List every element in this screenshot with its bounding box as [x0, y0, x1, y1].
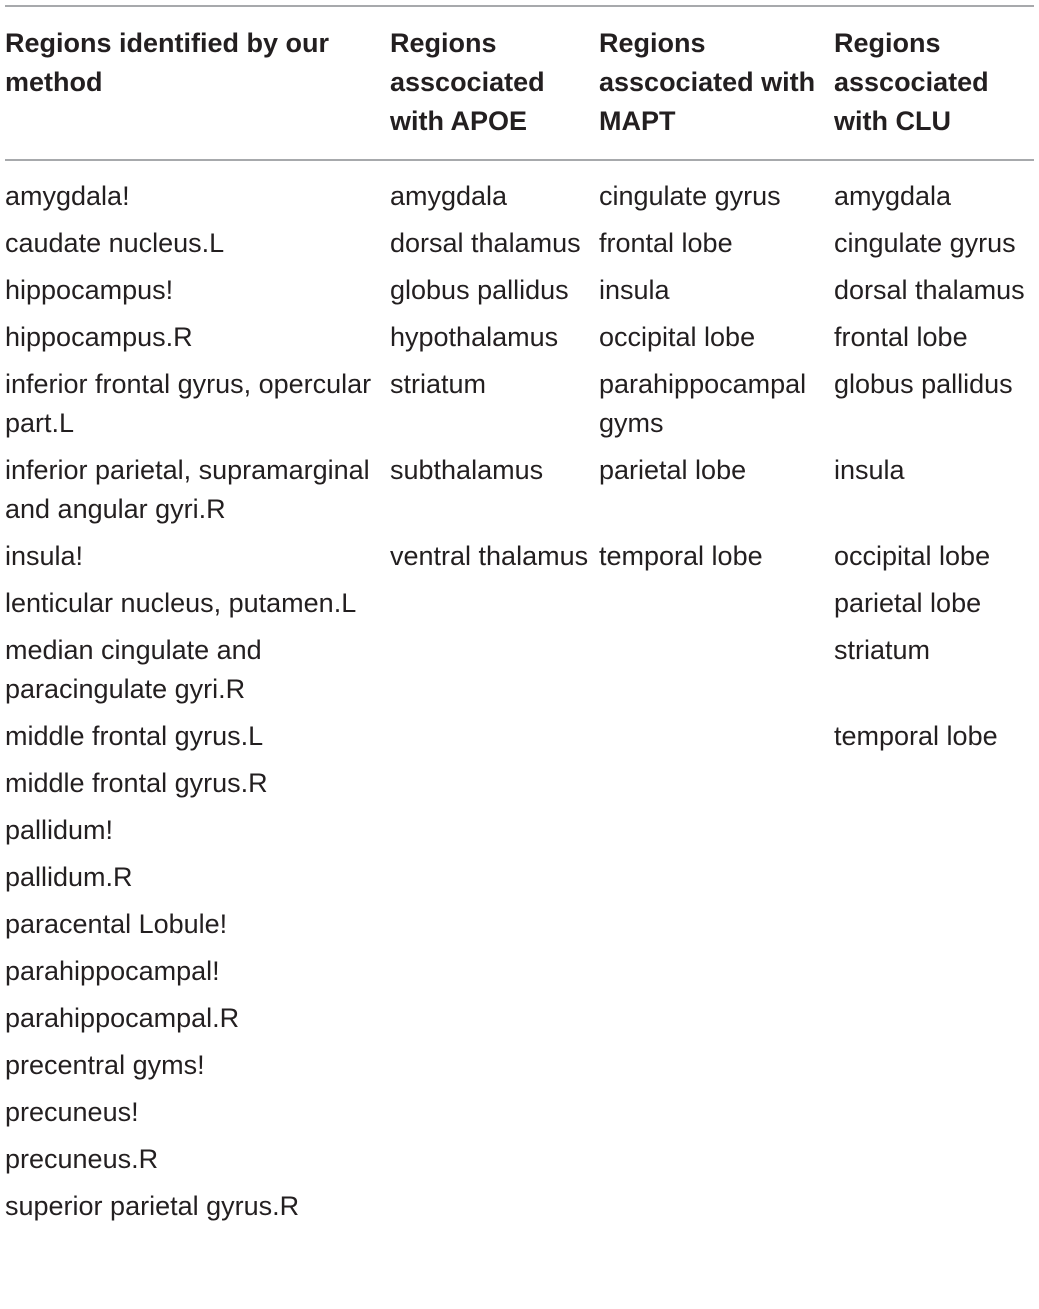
cell-mapt	[599, 1140, 834, 1187]
cell-apoe: amygdala	[390, 181, 508, 211]
table-row	[5, 160, 1034, 224]
table-row	[5, 271, 1034, 318]
cell-apoe	[390, 1140, 599, 1187]
table-row	[5, 584, 1034, 631]
cell-apoe	[390, 584, 599, 631]
table-row	[5, 1046, 1034, 1093]
cell-our-method: pallidum!	[5, 815, 114, 845]
cell-our-method: paracental Lobule!	[5, 909, 228, 939]
cell-our-method: lenticular nucleus, putamen.L	[5, 588, 357, 618]
cell-mapt: occipital lobe	[599, 322, 756, 352]
table-row	[5, 764, 1034, 811]
cell-clu	[834, 1140, 1034, 1187]
cell-clu	[834, 1093, 1034, 1140]
cell-our-method: hippocampus.R	[5, 322, 193, 352]
cell-our-method: inferior frontal gyrus, opercular part.L	[5, 369, 372, 438]
cell-clu	[834, 858, 1034, 905]
table-row	[5, 905, 1034, 952]
header-our-method: Regions identified by our method	[5, 28, 330, 97]
table-row	[5, 1140, 1034, 1187]
cell-clu	[834, 905, 1034, 952]
cell-clu: frontal lobe	[834, 322, 968, 352]
table-row	[5, 952, 1034, 999]
cell-clu	[834, 952, 1034, 999]
cell-our-method: pallidum.R	[5, 862, 133, 892]
table-row	[5, 451, 1034, 537]
cell-mapt: frontal lobe	[599, 228, 733, 258]
cell-clu: parietal lobe	[834, 588, 982, 618]
cell-apoe	[390, 952, 599, 999]
cell-our-method: precentral gyms!	[5, 1050, 205, 1080]
regions-table-container	[5, 5, 1034, 1234]
cell-mapt	[599, 631, 834, 717]
cell-our-method: middle frontal gyrus.L	[5, 721, 264, 751]
cell-clu: amygdala	[834, 181, 952, 211]
cell-our-method: amygdala!	[5, 181, 130, 211]
cell-clu	[834, 1046, 1034, 1093]
cell-mapt	[599, 811, 834, 858]
table-row	[5, 717, 1034, 764]
table-row	[5, 858, 1034, 905]
cell-our-method: median cingulate and paracingulate gyri.R	[5, 635, 262, 704]
cell-mapt: parahippocampal gyms	[599, 369, 807, 438]
cell-clu: cingulate gyrus	[834, 228, 1016, 258]
cell-our-method: hippocampus!	[5, 275, 174, 305]
cell-apoe	[390, 811, 599, 858]
cell-clu	[834, 811, 1034, 858]
cell-apoe: subthalamus	[390, 455, 544, 485]
cell-our-method: precuneus!	[5, 1097, 139, 1127]
cell-clu: insula	[834, 455, 905, 485]
cell-clu: striatum	[834, 635, 931, 665]
cell-clu: occipital lobe	[834, 541, 991, 571]
cell-clu: globus pallidus	[834, 369, 1013, 399]
cell-apoe: ventral thalamus	[390, 541, 589, 571]
cell-apoe	[390, 999, 599, 1046]
cell-mapt	[599, 764, 834, 811]
cell-mapt: temporal lobe	[599, 541, 763, 571]
cell-apoe	[390, 905, 599, 952]
cell-our-method: parahippocampal!	[5, 956, 220, 986]
table-row	[5, 1187, 1034, 1234]
cell-apoe: hypothalamus	[390, 322, 559, 352]
cell-apoe	[390, 858, 599, 905]
header-clu: Regions asscociated with CLU	[834, 28, 989, 136]
cell-our-method: middle frontal gyrus.R	[5, 768, 268, 798]
cell-apoe: striatum	[390, 369, 487, 399]
cell-apoe	[390, 1187, 599, 1234]
cell-mapt: cingulate gyrus	[599, 181, 781, 211]
cell-mapt	[599, 1093, 834, 1140]
cell-our-method: insula!	[5, 541, 84, 571]
table-row	[5, 631, 1034, 717]
cell-apoe	[390, 717, 599, 764]
table-body	[5, 160, 1034, 1234]
cell-clu	[834, 999, 1034, 1046]
table-row	[5, 224, 1034, 271]
cell-mapt: parietal lobe	[599, 455, 747, 485]
header-mapt: Regions asscociated with MAPT	[599, 28, 816, 136]
header-apoe: Regions asscociated with APOE	[390, 28, 545, 136]
table-row	[5, 365, 1034, 451]
cell-our-method: parahippocampal.R	[5, 1003, 240, 1033]
cell-apoe	[390, 764, 599, 811]
table-row	[5, 537, 1034, 584]
cell-mapt	[599, 717, 834, 764]
cell-mapt	[599, 858, 834, 905]
cell-mapt	[599, 952, 834, 999]
cell-clu	[834, 764, 1034, 811]
cell-our-method: caudate nucleus.L	[5, 228, 225, 258]
cell-mapt: insula	[599, 275, 670, 305]
cell-clu: dorsal thalamus	[834, 275, 1025, 305]
cell-clu: temporal lobe	[834, 721, 998, 751]
cell-clu	[834, 1187, 1034, 1234]
table-row	[5, 999, 1034, 1046]
cell-our-method: inferior parietal, supramarginal and angular gyri.R	[5, 455, 370, 524]
cell-our-method: precuneus.R	[5, 1144, 159, 1174]
table-row	[5, 811, 1034, 858]
regions-table	[5, 5, 1034, 1234]
cell-mapt	[599, 1046, 834, 1093]
cell-mapt	[599, 584, 834, 631]
cell-mapt	[599, 999, 834, 1046]
cell-apoe	[390, 1046, 599, 1093]
table-row	[5, 318, 1034, 365]
cell-apoe	[390, 1093, 599, 1140]
cell-mapt	[599, 905, 834, 952]
cell-mapt	[599, 1187, 834, 1234]
cell-apoe: globus pallidus	[390, 275, 569, 305]
header-row	[5, 6, 1034, 160]
cell-apoe: dorsal thalamus	[390, 228, 581, 258]
table-row	[5, 1093, 1034, 1140]
cell-apoe	[390, 631, 599, 717]
table-header	[5, 6, 1034, 160]
cell-our-method: superior parietal gyrus.R	[5, 1191, 300, 1221]
